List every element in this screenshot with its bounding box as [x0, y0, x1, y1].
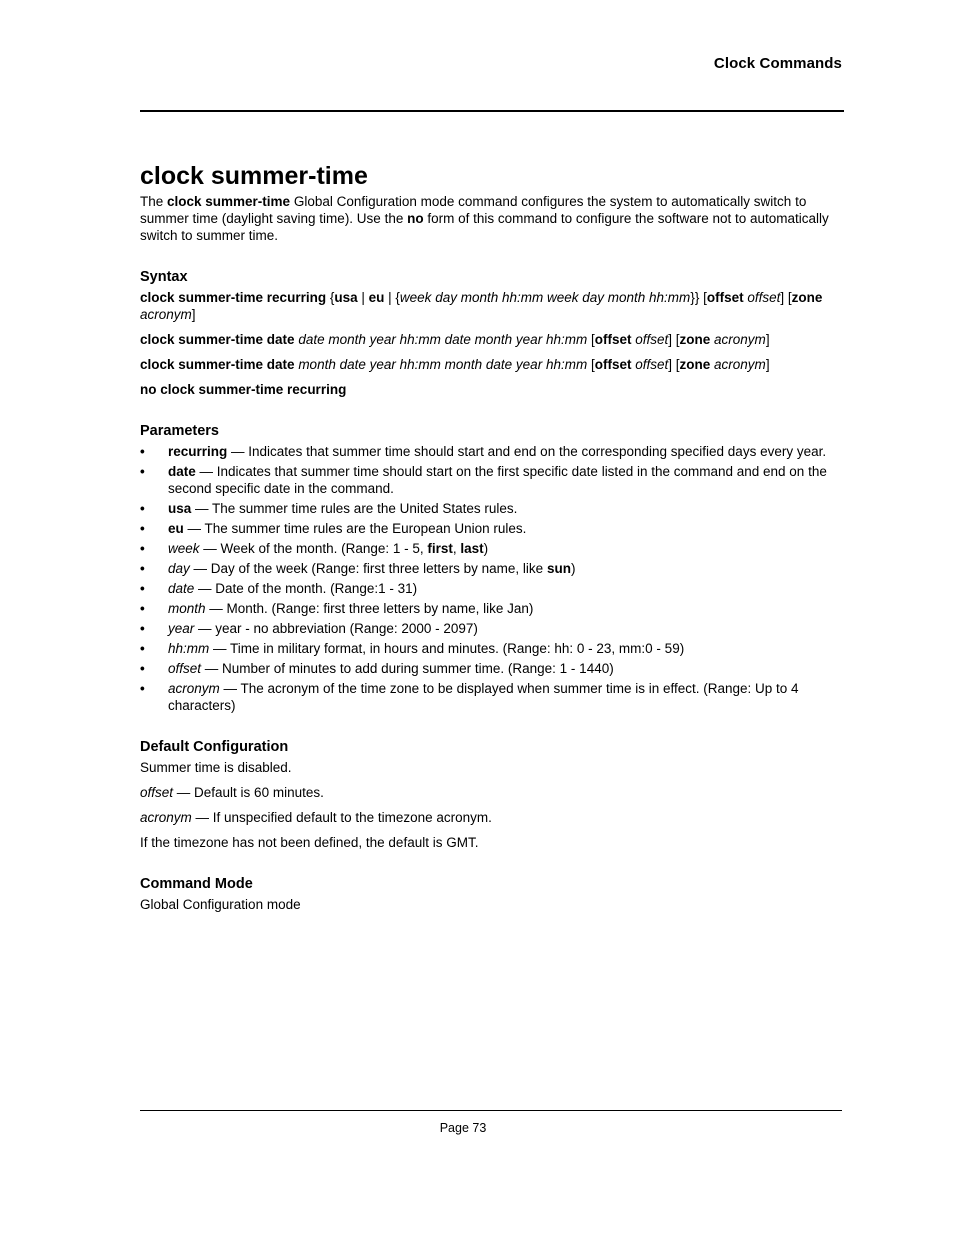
param-desc: — Indicates that summer time should start and end on the corresponding specified days every year. [227, 444, 827, 459]
command-mode-text: Global Configuration mode [140, 897, 301, 912]
bullet-icon: • [140, 541, 145, 556]
syntax-line [140, 331, 840, 348]
intro-text: The [140, 194, 168, 209]
syntax-punct: }} [ [690, 290, 707, 305]
intro-text: Global Configuration mode command configures the system to automatically switch to summer time (daylight saving time). Use the [140, 194, 807, 226]
syntax-keyword: eu [368, 290, 385, 305]
syntax-args: acronym [710, 357, 766, 372]
syntax-punct: | [357, 290, 369, 305]
page-content [140, 160, 840, 913]
bullet-icon: • [140, 464, 145, 479]
syntax-punct: ] [765, 332, 770, 347]
param-term: month [168, 601, 206, 616]
running-header: Clock Commands [713, 55, 842, 72]
param-term: eu [168, 521, 184, 536]
param-desc: — Number of minutes to add during summer time. (Range: 1 - 1440) [201, 661, 614, 676]
param-desc: — Day of the week (Range: first three letters by name, like [189, 561, 547, 576]
bullet-icon: • [140, 641, 145, 656]
param-term: day [168, 561, 190, 576]
param-term: usa [168, 501, 192, 516]
param-term: offset [168, 661, 202, 676]
param-desc: — Time in military format, in hours and minutes. (Range: hh: 0 - 23, mm:0 - 59) [209, 641, 685, 656]
param-term: date [168, 464, 196, 479]
param-term: hh:mm [168, 641, 210, 656]
param-keyword: sun [546, 561, 571, 576]
list-item [140, 560, 840, 577]
syntax-punct: [ [587, 357, 595, 372]
default-config-line: If the timezone has not been defined, the default is GMT. [140, 835, 479, 850]
syntax-args: offset [747, 290, 781, 305]
param-desc: — Month. (Range: first three letters by name, like Jan) [205, 601, 534, 616]
syntax-keyword: zone [679, 357, 711, 372]
list-item [140, 680, 840, 714]
syntax-punct: ] [ [668, 357, 680, 372]
default-config-line [140, 809, 840, 826]
default-config-line [140, 784, 840, 801]
syntax-line [140, 381, 840, 398]
syntax-command: clock summer-time date [140, 357, 295, 372]
list-item [140, 580, 840, 597]
bullet-icon: • [140, 621, 145, 636]
intro-no-keyword: no [407, 211, 424, 226]
param-desc: — Default is 60 minutes. [173, 785, 324, 800]
param-desc: — Date of the month. (Range:1 - 31) [194, 581, 418, 596]
syntax-punct: ] [ [780, 290, 792, 305]
intro-command: clock summer-time [167, 194, 291, 209]
page-title: clock summer-time [140, 162, 368, 190]
syntax-punct: ] [191, 307, 196, 322]
bullet-icon: • [140, 521, 145, 536]
param-desc: ) [570, 561, 576, 576]
syntax-args: date month year hh:mm date month year hh:mm [294, 332, 588, 347]
list-item [140, 463, 840, 497]
bullet-icon: • [140, 661, 145, 676]
syntax-punct: ] [765, 357, 770, 372]
syntax-keyword: zone [679, 332, 711, 347]
syntax-punct: | { [384, 290, 400, 305]
list-item [140, 600, 840, 617]
list-item [140, 500, 840, 517]
syntax-command: no clock summer-time recurring [140, 382, 347, 397]
param-desc: — The summer time rules are the United States rules. [191, 501, 518, 516]
bullet-icon: • [140, 581, 145, 596]
syntax-punct: [ [587, 332, 595, 347]
intro-paragraph [140, 193, 840, 244]
bullet-icon: • [140, 561, 145, 576]
syntax-punct: { [326, 290, 335, 305]
syntax-args: offset [631, 332, 669, 347]
syntax-keyword: offset [594, 357, 632, 372]
param-keyword: first [427, 541, 453, 556]
bullet-icon: • [140, 501, 145, 516]
list-item [140, 520, 840, 537]
param-term: year [168, 621, 195, 636]
syntax-command: clock summer-time date [140, 332, 295, 347]
param-desc: — The acronym of the time zone to be displayed when summer time is in effect. (Range: Up to 4 characters) [168, 681, 799, 713]
list-item [140, 640, 840, 657]
param-term: offset [140, 785, 174, 800]
syntax-keyword: offset [594, 332, 632, 347]
param-desc: ) [483, 541, 489, 556]
bullet-icon: • [140, 681, 145, 696]
bullet-icon: • [140, 601, 145, 616]
list-item [140, 660, 840, 677]
param-term: acronym [168, 681, 220, 696]
syntax-args: acronym [140, 307, 192, 322]
default-config-heading: Default Configuration [140, 739, 289, 755]
syntax-heading: Syntax [140, 269, 188, 285]
syntax-keyword: zone [791, 290, 823, 305]
syntax-args: month date year hh:mm month date year hh:mm [294, 357, 588, 372]
syntax-args: acronym [710, 332, 766, 347]
default-config-line: Summer time is disabled. [140, 760, 292, 775]
intro-text: form of this command to configure the software not to automatically switch to summer time. [140, 211, 829, 243]
param-term: week [168, 541, 200, 556]
param-desc: , [452, 541, 461, 556]
param-desc: — If unspecified default to the timezone acronym. [191, 810, 492, 825]
syntax-command: clock summer-time recurring [140, 290, 327, 305]
parameters-heading: Parameters [140, 423, 219, 439]
syntax-args: offset [631, 357, 669, 372]
param-desc: — Week of the month. (Range: 1 - 5, [199, 541, 428, 556]
syntax-line [140, 356, 840, 373]
param-desc: — Indicates that summer time should start on the first specific date listed in the command and end on the second specific date in the command. [168, 464, 827, 496]
footer-rule [140, 1110, 842, 1111]
param-desc: — The summer time rules are the European Union rules. [183, 521, 527, 536]
list-item [140, 620, 840, 637]
page-number: Page 73 [439, 1121, 487, 1135]
command-mode-heading: Command Mode [140, 876, 253, 892]
param-desc: — year - no abbreviation (Range: 2000 - 2097) [194, 621, 478, 636]
param-keyword: last [460, 541, 484, 556]
header-rule [140, 110, 844, 112]
syntax-args: week day month hh:mm week day month hh:mm [399, 290, 691, 305]
list-item [140, 443, 840, 460]
list-item [140, 540, 840, 557]
param-term: acronym [140, 810, 192, 825]
param-term: date [168, 581, 195, 596]
syntax-keyword: offset [706, 290, 744, 305]
syntax-line [140, 289, 840, 323]
parameters-list [140, 443, 840, 714]
bullet-icon: • [140, 444, 145, 459]
syntax-keyword: usa [334, 290, 358, 305]
param-term: recurring [168, 444, 228, 459]
syntax-punct: ] [ [668, 332, 680, 347]
